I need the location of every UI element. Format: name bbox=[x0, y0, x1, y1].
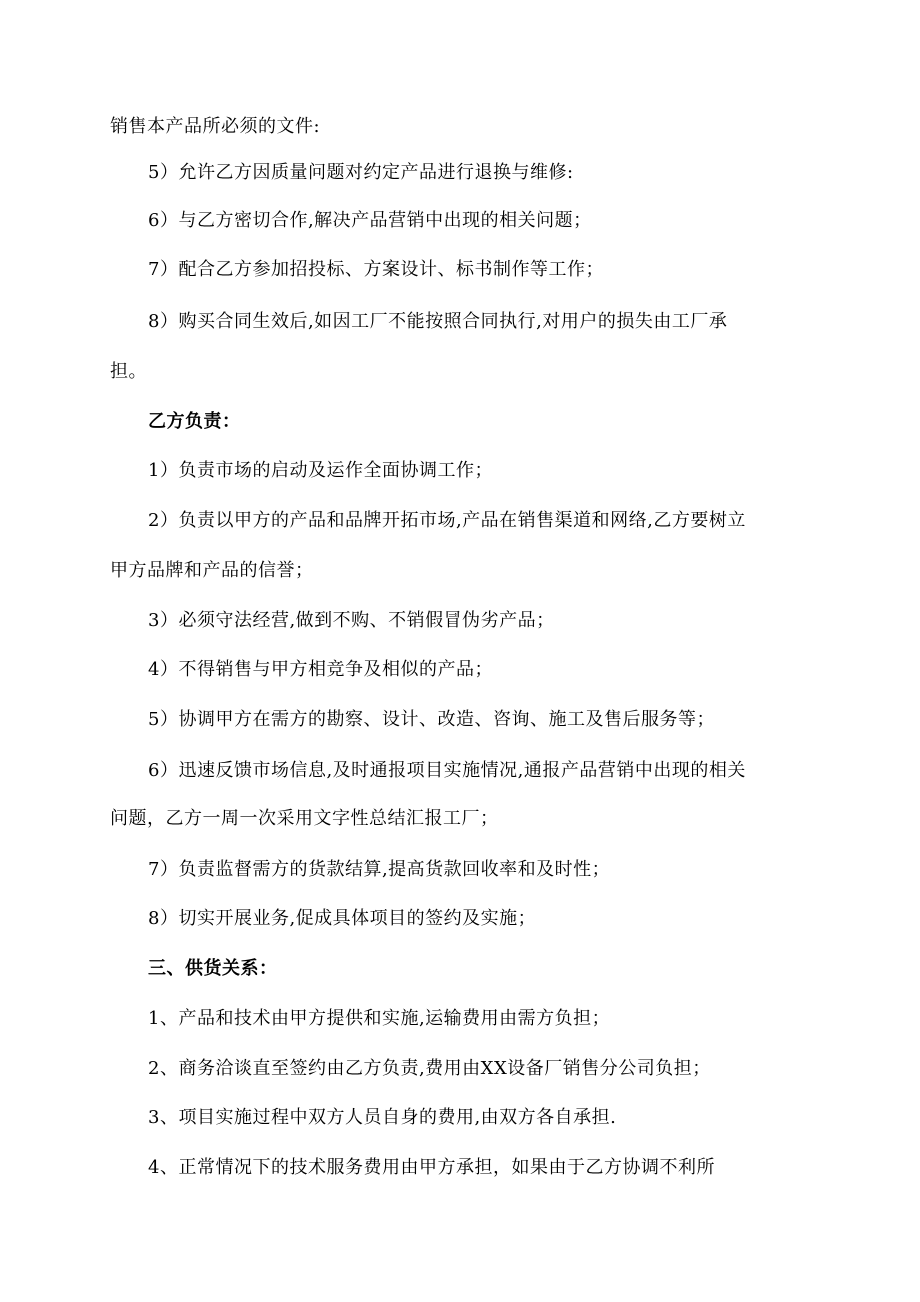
text-line-b-item-7: 7）负责监督需方的货款结算,提高货款回收率和及时性； bbox=[148, 859, 611, 880]
text-line-b-item-4: 4）不得销售与甲方相竞争及相似的产品； bbox=[148, 659, 493, 680]
text-line-continuation: 销售本产品所必须的文件: bbox=[110, 116, 321, 137]
section-heading-party-b: 乙方负责： bbox=[148, 411, 241, 432]
text-line-supply-2: 2、商务洽谈直至签约由乙方负责,费用由XX设备厂销售分公司负担； bbox=[148, 1058, 711, 1079]
text-line-b-item-2-cont: 甲方品牌和产品的信誉； bbox=[110, 560, 314, 581]
text-line-supply-4: 4、正常情况下的技术服务费用由甲方承担，如果由于乙方协调不利所 bbox=[148, 1157, 715, 1178]
text-line-item-5: 5）允许乙方因质量问题对约定产品进行退换与维修: bbox=[148, 162, 574, 183]
text-line-item-6: 6）与乙方密切合作,解决产品营销中出现的相关问题； bbox=[148, 210, 592, 231]
text-line-b-item-6-cont: 问题，乙方一周一次采用文字性总结汇报工厂； bbox=[110, 808, 499, 829]
text-line-item-7: 7）配合乙方参加招投标、方案设计、标书制作等工作； bbox=[148, 259, 604, 280]
text-line-item-8: 8）购买合同生效后,如因工厂不能按照合同执行,对用户的损失由工厂承 bbox=[148, 311, 728, 332]
text-line-b-item-1: 1）负责市场的启动及运作全面协调工作； bbox=[148, 460, 493, 481]
text-line-item-8-cont: 担。 bbox=[110, 361, 147, 382]
text-line-b-item-5: 5）协调甲方在需方的勘察、设计、改造、咨询、施工及售后服务等； bbox=[148, 709, 715, 730]
text-line-supply-1: 1、产品和技术由甲方提供和实施,运输费用由需方负担； bbox=[148, 1008, 611, 1029]
text-line-b-item-8: 8）切实开展业务,促成具体项目的签约及实施； bbox=[148, 908, 537, 929]
text-line-b-item-6: 6）迅速反馈市场信息,及时通报项目实施情况,通报产品营销中出现的相关 bbox=[148, 760, 746, 781]
section-heading-supply: 三、供货关系： bbox=[148, 958, 278, 979]
text-line-b-item-2: 2）负责以甲方的产品和品牌开拓市场,产品在销售渠道和网络,乙方要树立 bbox=[148, 510, 746, 531]
text-line-b-item-3: 3）必须守法经营,做到不购、不销假冒伪劣产品； bbox=[148, 610, 555, 631]
text-line-supply-3: 3、项目实施过程中双方人员自身的费用,由双方各自承担. bbox=[148, 1107, 617, 1128]
